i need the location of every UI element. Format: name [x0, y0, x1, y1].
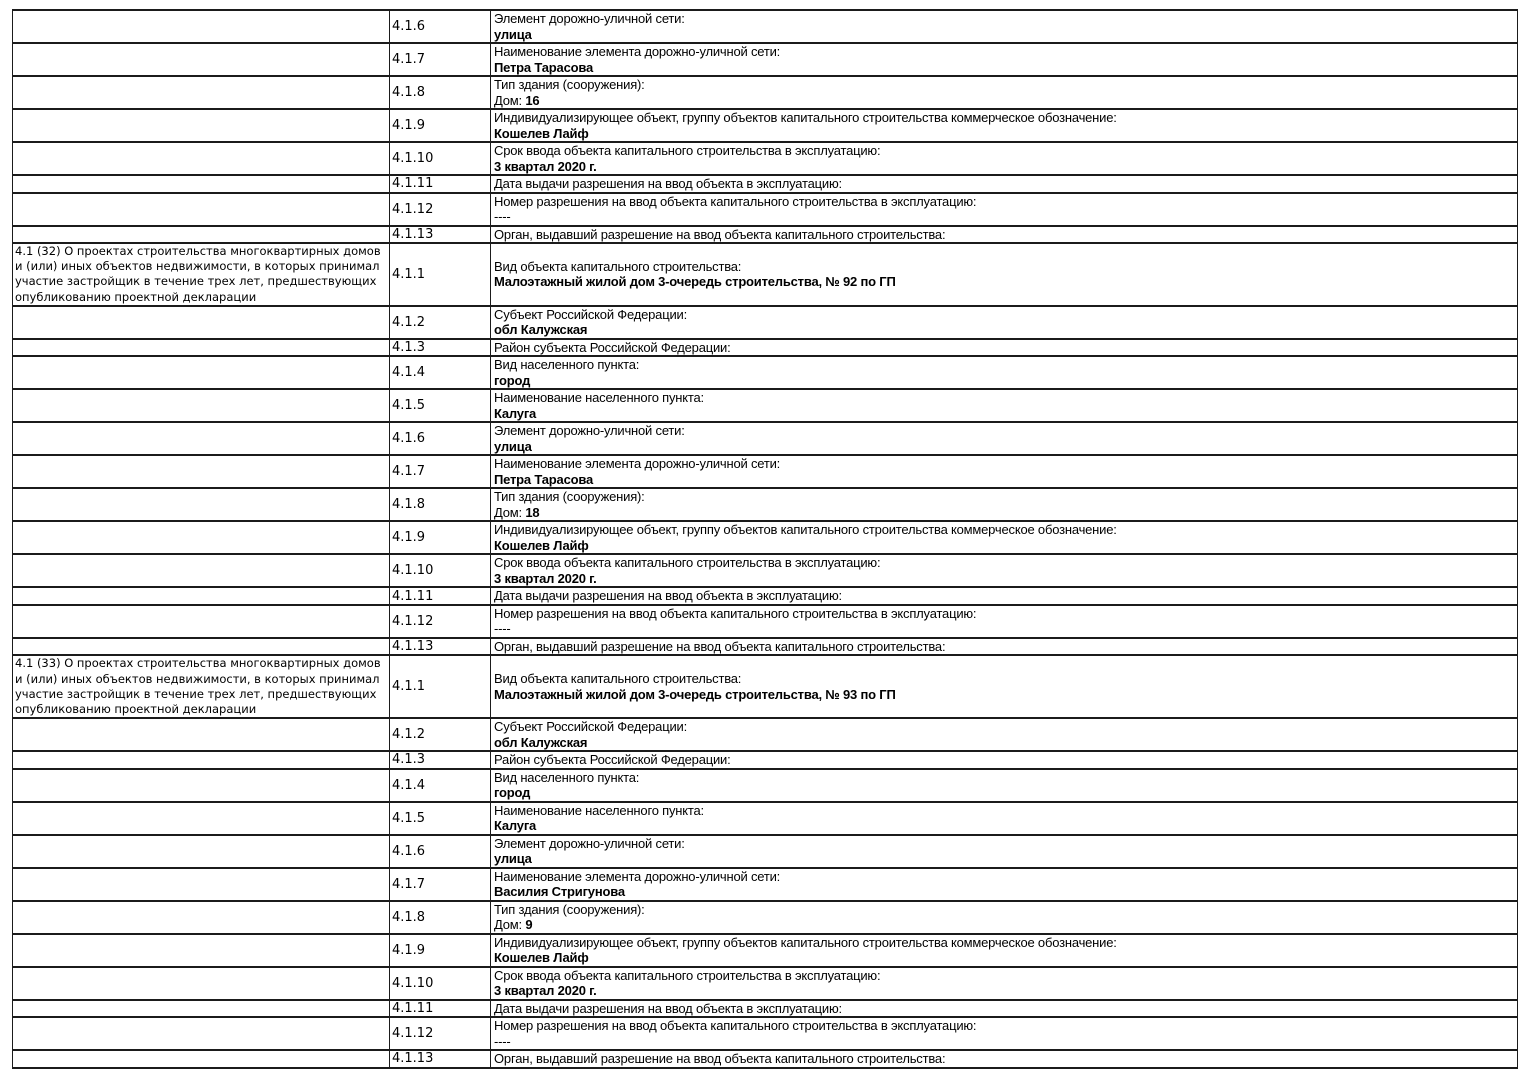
section-description-cell — [13, 605, 390, 638]
field-value-main: обл Калужская — [494, 734, 588, 750]
row-content-cell — [491, 339, 1518, 357]
field-label: Срок ввода объекта капитального строительства в эксплуатацию: — [494, 143, 881, 158]
field-label: Дата выдачи разрешения на ввод объекта в эксплуатацию: — [494, 588, 842, 604]
table-row — [13, 243, 1518, 306]
field-value — [494, 126, 1515, 142]
row-content-cell — [491, 142, 1518, 175]
section-description-cell — [13, 142, 390, 175]
table-row — [13, 1050, 1518, 1068]
row-number: 4.1.9 — [390, 109, 491, 142]
field-label: Элемент дорожно-уличной сети: — [494, 835, 685, 851]
section-description-cell — [13, 193, 390, 226]
section-description-cell — [13, 1000, 390, 1018]
field-value-main: 9 — [525, 917, 533, 933]
table-row — [13, 76, 1518, 109]
field-value-main: Кошелев Лайф — [494, 537, 589, 553]
field-value-main: Петра Тарасова — [494, 59, 593, 75]
field-value-main: 18 — [525, 504, 540, 520]
table-row — [13, 43, 1518, 76]
table-row — [13, 306, 1518, 339]
row-content-cell — [491, 422, 1518, 455]
table-row — [13, 769, 1518, 802]
field-value-prefix: Дом: — [494, 917, 526, 933]
row-content-cell — [491, 1017, 1518, 1050]
table-row — [13, 967, 1518, 1000]
field-label: Вид объекта капитального строительства: — [494, 671, 742, 687]
field-label: Номер разрешения на ввод объекта капитального строительства в эксплуатацию: — [494, 605, 977, 621]
row-number: 4.1.10 — [390, 967, 491, 1000]
field-value-main: Василия Стригунова — [494, 884, 625, 900]
row-content-cell — [491, 109, 1518, 142]
field-value-main: город — [494, 785, 531, 801]
row-number: 4.1.9 — [390, 521, 491, 554]
row-number: 4.1.8 — [390, 76, 491, 109]
field-label: Номер разрешения на ввод объекта капитального строительства в эксплуатацию: — [494, 1018, 977, 1034]
field-label: Вид объекта капитального строительства: — [494, 258, 742, 274]
row-content-cell — [491, 769, 1518, 802]
field-value — [494, 274, 1515, 290]
field-value — [494, 983, 1515, 999]
field-label: Орган, выдавший разрешение на ввод объекта капитального строительства: — [494, 1051, 946, 1067]
field-label: Индивидуализирующее объект, группу объектов капитального строительства коммерческое обозначение: — [494, 934, 1117, 950]
row-content-cell — [491, 901, 1518, 934]
field-value — [494, 505, 1515, 521]
section-description-cell — [13, 339, 390, 357]
row-content-cell — [491, 1000, 1518, 1018]
section-description-cell — [13, 967, 390, 1000]
table-row — [13, 339, 1518, 357]
section-description-cell — [13, 1017, 390, 1050]
field-label: Дата выдачи разрешения на ввод объекта в эксплуатацию: — [494, 1000, 842, 1016]
field-value-prefix: Дом: — [494, 92, 526, 108]
field-label: Элемент дорожно-уличной сети: — [494, 11, 685, 26]
row-content-cell — [491, 389, 1518, 422]
row-number: 4.1.3 — [390, 339, 491, 357]
section-description-cell — [13, 10, 390, 43]
section-description-cell — [13, 521, 390, 554]
field-label: Тип здания (сооружения): — [494, 901, 645, 917]
section-description-cell — [13, 356, 390, 389]
table-row — [13, 193, 1518, 226]
field-value — [494, 884, 1515, 900]
section-description-cell — [13, 306, 390, 339]
field-value-main: Малоэтажный жилой дом 3-очередь строительства, № 93 по ГП — [494, 686, 896, 702]
field-label: Район субъекта Российской Федерации: — [494, 752, 731, 768]
table-row — [13, 521, 1518, 554]
table-row — [13, 356, 1518, 389]
table-row — [13, 718, 1518, 751]
field-label: Срок ввода объекта капитального строительства в эксплуатацию: — [494, 967, 881, 983]
field-value — [494, 27, 1515, 43]
row-number: 4.1.8 — [390, 488, 491, 521]
field-label: Вид населенного пункта: — [494, 769, 640, 785]
field-value — [494, 687, 1515, 703]
field-value-main: Кошелев Лайф — [494, 950, 589, 966]
field-value-main: 16 — [525, 92, 540, 108]
row-number: 4.1.4 — [390, 769, 491, 802]
field-value — [494, 950, 1515, 966]
row-number: 4.1.13 — [390, 1050, 491, 1068]
field-label: Дата выдачи разрешения на ввод объекта в эксплуатацию: — [494, 176, 842, 191]
field-label: Орган, выдавший разрешение на ввод объекта капитального строительства: — [494, 638, 946, 654]
row-content-cell — [491, 193, 1518, 226]
row-content-cell — [491, 1050, 1518, 1068]
field-value — [494, 538, 1515, 554]
field-value — [494, 322, 1515, 338]
row-content-cell — [491, 521, 1518, 554]
field-value — [494, 735, 1515, 751]
row-content-cell — [491, 655, 1518, 718]
field-value-main: обл Калужская — [494, 322, 588, 338]
table-row — [13, 10, 1518, 43]
field-value — [494, 209, 1515, 225]
row-content-cell — [491, 934, 1518, 967]
section-description-cell — [13, 389, 390, 422]
table-row — [13, 751, 1518, 769]
row-number: 4.1.7 — [390, 868, 491, 901]
field-value — [494, 159, 1515, 175]
field-value-prefix: Дом: — [494, 504, 526, 520]
table-row — [13, 226, 1518, 244]
table-row — [13, 389, 1518, 422]
field-label: Срок ввода объекта капитального строительства в эксплуатацию: — [494, 555, 881, 571]
field-value — [494, 439, 1515, 455]
field-label: Наименование населенного пункта: — [494, 390, 704, 406]
row-number: 4.1.12 — [390, 605, 491, 638]
row-content-cell — [491, 835, 1518, 868]
field-value — [494, 851, 1515, 867]
row-number: 4.1.6 — [390, 10, 491, 43]
field-value-main: Кошелев Лайф — [494, 125, 589, 141]
row-number: 4.1.7 — [390, 455, 491, 488]
section-description-cell — [13, 488, 390, 521]
field-label: Субъект Российской Федерации: — [494, 719, 687, 735]
row-number: 4.1.11 — [390, 175, 491, 193]
row-content-cell — [491, 243, 1518, 306]
field-value — [494, 621, 1515, 637]
row-number: 4.1.5 — [390, 802, 491, 835]
field-label: Орган, выдавший разрешение на ввод объекта капитального строительства: — [494, 226, 946, 242]
section-description: 4.1 (33) О проектах строительства многоквартирных домов и (или) иных объектов недвижимости, в которых принимал участие застройщик в течение трех лет, предшествующих опубликованию проектной декларации — [15, 656, 381, 716]
row-content-cell — [491, 554, 1518, 587]
field-label: Элемент дорожно-уличной сети: — [494, 423, 685, 439]
row-content-cell — [491, 802, 1518, 835]
row-content-cell — [491, 356, 1518, 389]
section-description-cell — [13, 868, 390, 901]
table-row — [13, 1017, 1518, 1050]
field-value-main: ---- — [494, 1033, 511, 1049]
field-label: Вид населенного пункта: — [494, 357, 640, 373]
table-row — [13, 422, 1518, 455]
row-number: 4.1.10 — [390, 142, 491, 175]
field-value — [494, 373, 1515, 389]
field-value — [494, 93, 1515, 109]
field-value — [494, 571, 1515, 587]
field-value-main: улица — [494, 851, 532, 867]
field-label: Индивидуализирующее объект, группу объектов капитального строительства коммерческое обозначение: — [494, 522, 1117, 538]
row-content-cell — [491, 455, 1518, 488]
field-value-main: 3 квартал 2020 г. — [494, 983, 597, 999]
field-label: Номер разрешения на ввод объекта капитального строительства в эксплуатацию: — [494, 193, 977, 209]
field-value-main: Калуга — [494, 405, 537, 421]
field-label: Наименование элемента дорожно-уличной сети: — [494, 456, 781, 472]
section-description-cell — [13, 243, 390, 306]
row-number: 4.1.1 — [390, 243, 491, 306]
row-content-cell — [491, 306, 1518, 339]
table-row — [13, 109, 1518, 142]
field-value — [494, 917, 1515, 933]
row-number: 4.1.7 — [390, 43, 491, 76]
section-description-cell — [13, 175, 390, 193]
section-description-cell — [13, 422, 390, 455]
row-number: 4.1.12 — [390, 193, 491, 226]
section-description-cell — [13, 76, 390, 109]
field-label: Субъект Российской Федерации: — [494, 306, 687, 322]
row-content-cell — [491, 868, 1518, 901]
section-description-cell — [13, 655, 390, 718]
row-number: 4.1.8 — [390, 901, 491, 934]
row-number: 4.1.2 — [390, 306, 491, 339]
section-description-cell — [13, 901, 390, 934]
section-description-cell — [13, 835, 390, 868]
row-content-cell — [491, 638, 1518, 656]
field-value-main: город — [494, 372, 531, 388]
section-description-cell — [13, 587, 390, 605]
table-row — [13, 605, 1518, 638]
section-description-cell — [13, 226, 390, 244]
row-content-cell — [491, 605, 1518, 638]
table-row — [13, 488, 1518, 521]
section-description-cell — [13, 1050, 390, 1068]
row-number: 4.1.11 — [390, 587, 491, 605]
table-row — [13, 554, 1518, 587]
table-row — [13, 934, 1518, 967]
field-value-main: улица — [494, 26, 532, 42]
section-description-cell — [13, 718, 390, 751]
row-content-cell — [491, 718, 1518, 751]
field-label: Тип здания (сооружения): — [494, 77, 645, 92]
field-label: Наименование элемента дорожно-уличной сети: — [494, 44, 781, 59]
row-content-cell — [491, 76, 1518, 109]
row-number: 4.1.6 — [390, 835, 491, 868]
section-description-cell — [13, 802, 390, 835]
row-content-cell — [491, 587, 1518, 605]
section-description-cell — [13, 455, 390, 488]
section-description-cell — [13, 109, 390, 142]
table-row — [13, 655, 1518, 718]
row-content-cell — [491, 488, 1518, 521]
row-number: 4.1.2 — [390, 718, 491, 751]
row-number: 4.1.6 — [390, 422, 491, 455]
table-row — [13, 455, 1518, 488]
project-declaration-table — [12, 9, 1518, 1069]
field-value-main: Калуга — [494, 818, 537, 834]
field-label: Наименование населенного пункта: — [494, 802, 704, 818]
section-description-cell — [13, 751, 390, 769]
field-value-main: 3 квартал 2020 г. — [494, 570, 597, 586]
field-value — [494, 406, 1515, 422]
field-value — [494, 818, 1515, 834]
field-value-main: Петра Тарасова — [494, 471, 593, 487]
section-description-cell — [13, 638, 390, 656]
field-value-main: Малоэтажный жилой дом 3-очередь строительства, № 92 по ГП — [494, 274, 896, 290]
field-label: Район субъекта Российской Федерации: — [494, 339, 731, 355]
table-row — [13, 638, 1518, 656]
row-number: 4.1.13 — [390, 638, 491, 656]
table-row — [13, 587, 1518, 605]
field-value — [494, 1034, 1515, 1050]
field-value — [494, 785, 1515, 801]
row-content-cell — [491, 43, 1518, 76]
row-content-cell — [491, 175, 1518, 193]
row-content-cell — [491, 226, 1518, 244]
table-row — [13, 175, 1518, 193]
field-label: Тип здания (сооружения): — [494, 489, 645, 505]
row-number: 4.1.10 — [390, 554, 491, 587]
table-row — [13, 835, 1518, 868]
field-label: Индивидуализирующее объект, группу объектов капитального строительства коммерческое обозначение: — [494, 110, 1117, 125]
field-value-main: ---- — [494, 621, 511, 637]
row-number: 4.1.13 — [390, 226, 491, 244]
row-number: 4.1.3 — [390, 751, 491, 769]
section-description-cell — [13, 769, 390, 802]
section-description-cell — [13, 554, 390, 587]
section-description-cell — [13, 43, 390, 76]
section-description-cell — [13, 934, 390, 967]
field-value — [494, 472, 1515, 488]
row-number: 4.1.11 — [390, 1000, 491, 1018]
table-row — [13, 142, 1518, 175]
row-number: 4.1.5 — [390, 389, 491, 422]
row-content-cell — [491, 10, 1518, 43]
row-number: 4.1.9 — [390, 934, 491, 967]
field-value-main: 3 квартал 2020 г. — [494, 158, 597, 174]
field-label: Наименование элемента дорожно-уличной сети: — [494, 868, 781, 884]
field-value-main: улица — [494, 438, 532, 454]
field-value-main: ---- — [494, 209, 511, 224]
field-value — [494, 60, 1515, 76]
row-number: 4.1.4 — [390, 356, 491, 389]
row-content-cell — [491, 751, 1518, 769]
table-row — [13, 868, 1518, 901]
row-number: 4.1.1 — [390, 655, 491, 718]
row-content-cell — [491, 967, 1518, 1000]
table-body — [13, 10, 1518, 1068]
section-description: 4.1 (32) О проектах строительства многоквартирных домов и (или) иных объектов недвижимости, в которых принимал участие застройщик в течение трех лет, предшествующих опубликованию проектной декларации — [15, 244, 381, 304]
table-row — [13, 901, 1518, 934]
table-row — [13, 1000, 1518, 1018]
table-row — [13, 802, 1518, 835]
row-number: 4.1.12 — [390, 1017, 491, 1050]
